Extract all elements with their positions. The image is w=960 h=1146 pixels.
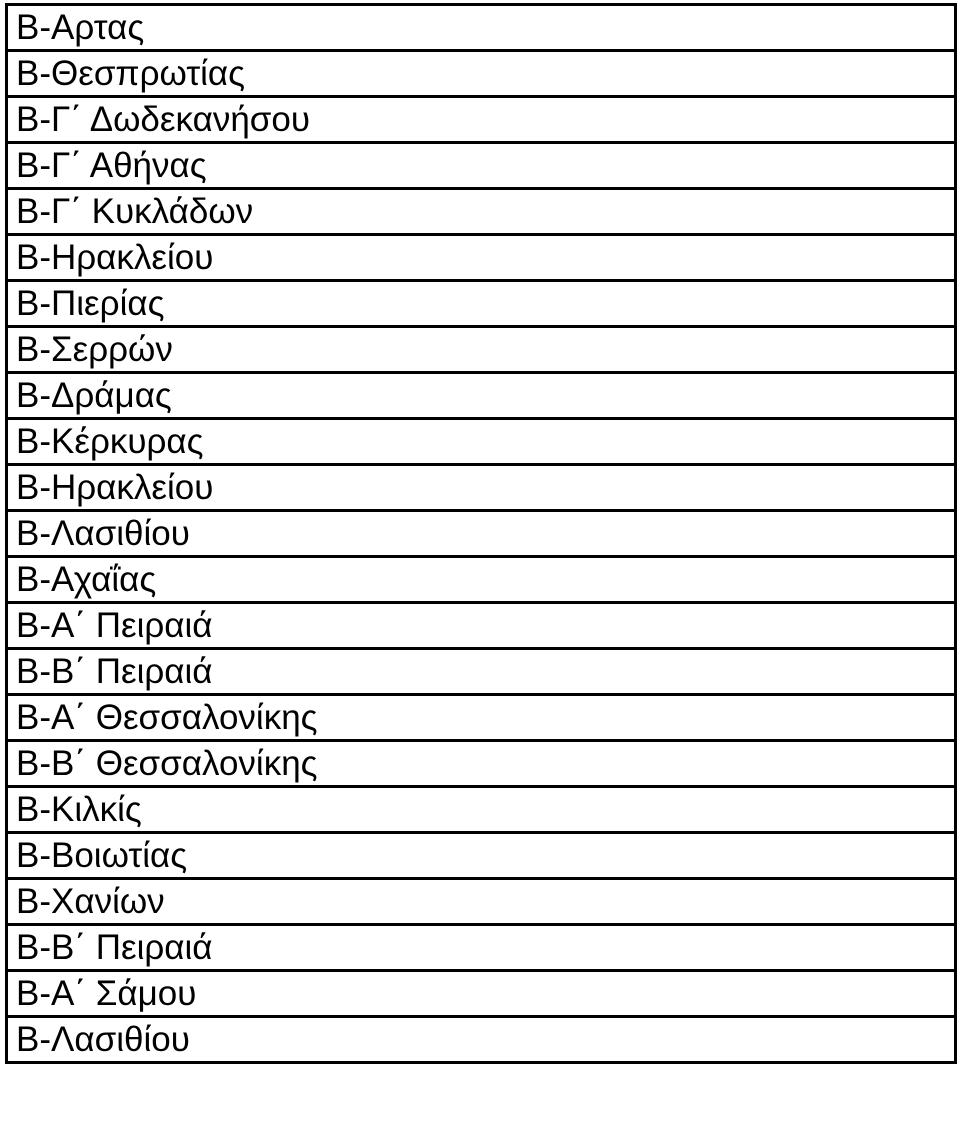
region-cell: Β-Σερρών bbox=[7, 327, 956, 373]
table-row bbox=[7, 925, 956, 971]
table-row bbox=[7, 281, 956, 327]
table-row bbox=[7, 833, 956, 879]
table-row bbox=[7, 189, 956, 235]
region-list-table bbox=[5, 3, 957, 1064]
table-row bbox=[7, 741, 956, 787]
table-row bbox=[7, 511, 956, 557]
table-row bbox=[7, 51, 956, 97]
table-row bbox=[7, 143, 956, 189]
region-cell: Β-Α΄ Σάμου bbox=[7, 971, 956, 1017]
region-cell: Β-Γ΄ Αθήνας bbox=[7, 143, 956, 189]
region-cell: Β-Ηρακλείου bbox=[7, 465, 956, 511]
table-row bbox=[7, 879, 956, 925]
region-cell: Β-Β΄ Πειραιά bbox=[7, 649, 956, 695]
table-row bbox=[7, 327, 956, 373]
region-cell: Β-Ηρακλείου bbox=[7, 235, 956, 281]
region-cell: Β-Λασιθίου bbox=[7, 511, 956, 557]
region-cell: Β-Αρτας bbox=[7, 5, 956, 51]
region-cell: Β-Γ΄ Δωδεκανήσου bbox=[7, 97, 956, 143]
region-list-body bbox=[7, 5, 956, 1063]
region-cell: Β-Γ΄ Κυκλάδων bbox=[7, 189, 956, 235]
region-cell: Β-Βοιωτίας bbox=[7, 833, 956, 879]
region-cell: Β-Β΄ Θεσσαλονίκης bbox=[7, 741, 956, 787]
region-cell: Β-Α΄ Θεσσαλονίκης bbox=[7, 695, 956, 741]
table-row bbox=[7, 557, 956, 603]
region-cell: Β-Χανίων bbox=[7, 879, 956, 925]
table-row bbox=[7, 465, 956, 511]
region-cell: Β-Λασιθίου bbox=[7, 1017, 956, 1063]
table-row bbox=[7, 695, 956, 741]
table-row bbox=[7, 235, 956, 281]
table-row bbox=[7, 971, 956, 1017]
region-cell: Β-Αχαΐας bbox=[7, 557, 956, 603]
region-cell: Β-Θεσπρωτίας bbox=[7, 51, 956, 97]
table-row bbox=[7, 5, 956, 51]
table-row bbox=[7, 603, 956, 649]
table-row bbox=[7, 419, 956, 465]
table-row bbox=[7, 649, 956, 695]
region-cell: Β-Πιερίας bbox=[7, 281, 956, 327]
region-cell: Β-Β΄ Πειραιά bbox=[7, 925, 956, 971]
region-cell: Β-Κέρκυρας bbox=[7, 419, 956, 465]
region-cell: Β-Α΄ Πειραιά bbox=[7, 603, 956, 649]
region-cell: Β-Δράμας bbox=[7, 373, 956, 419]
table-row bbox=[7, 373, 956, 419]
table-row bbox=[7, 1017, 956, 1063]
table-row bbox=[7, 787, 956, 833]
region-cell: Β-Κιλκίς bbox=[7, 787, 956, 833]
table-row bbox=[7, 97, 956, 143]
